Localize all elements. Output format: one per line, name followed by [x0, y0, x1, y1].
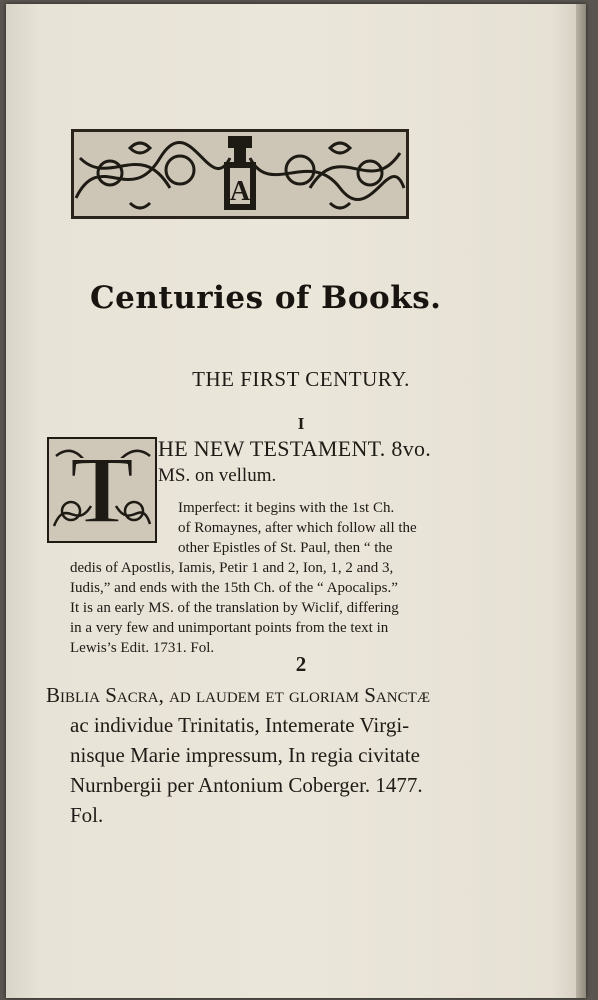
note-line: other Epistles of St. Paul, then “ the: [178, 540, 393, 556]
entry-line: Fol.: [70, 803, 104, 827]
entry-number: I: [297, 414, 305, 433]
entry-line: ac individue Trinitatis, Intemerate Virgi-: [70, 713, 410, 737]
entry-note: [46, 498, 456, 658]
entry-line: nisque Marie impressum, In regia civitate: [70, 743, 420, 767]
entry-number: 2: [295, 652, 307, 676]
entry-body: [46, 680, 466, 830]
entry-title: HE NEW TESTAMENT. 8vo.: [158, 436, 432, 461]
page-title: Centuries of Books.: [90, 280, 442, 316]
note-line: dedis of Apostlis, Iamis, Petir 1 and 2, Ion, 1, 2 and 3,: [70, 560, 394, 576]
note-line: of Romaynes, after which follow all the: [178, 520, 417, 536]
ornamental-headpiece: [70, 128, 410, 220]
note-line: Imperfect: it begins with the 1st Ch.: [178, 500, 395, 516]
note-line: It is an early MS. of the translation by Wiclif, differing: [70, 600, 399, 616]
entry-subtitle: MS. on vellum.: [158, 465, 277, 486]
note-line: Iudis,” and ends with the 15th Ch. of the “ Apocalips.”: [70, 580, 398, 596]
entry-line: Nurnbergii per Antonium Coberger. 1477.: [70, 773, 423, 797]
note-line: Lewis’s Edit. 1731. Fol.: [70, 640, 215, 656]
book-page: [6, 4, 586, 998]
note-line: in a very few and unimportant points from the text in: [70, 620, 389, 636]
svg-text:T: T: [69, 436, 135, 543]
entry-line: Biblia Sacra, ad laudem et gloriam Sanctæ: [46, 683, 431, 707]
page-edge: [576, 4, 586, 998]
century-heading: THE FIRST CENTURY.: [192, 367, 410, 391]
svg-text:A: A: [229, 176, 251, 207]
